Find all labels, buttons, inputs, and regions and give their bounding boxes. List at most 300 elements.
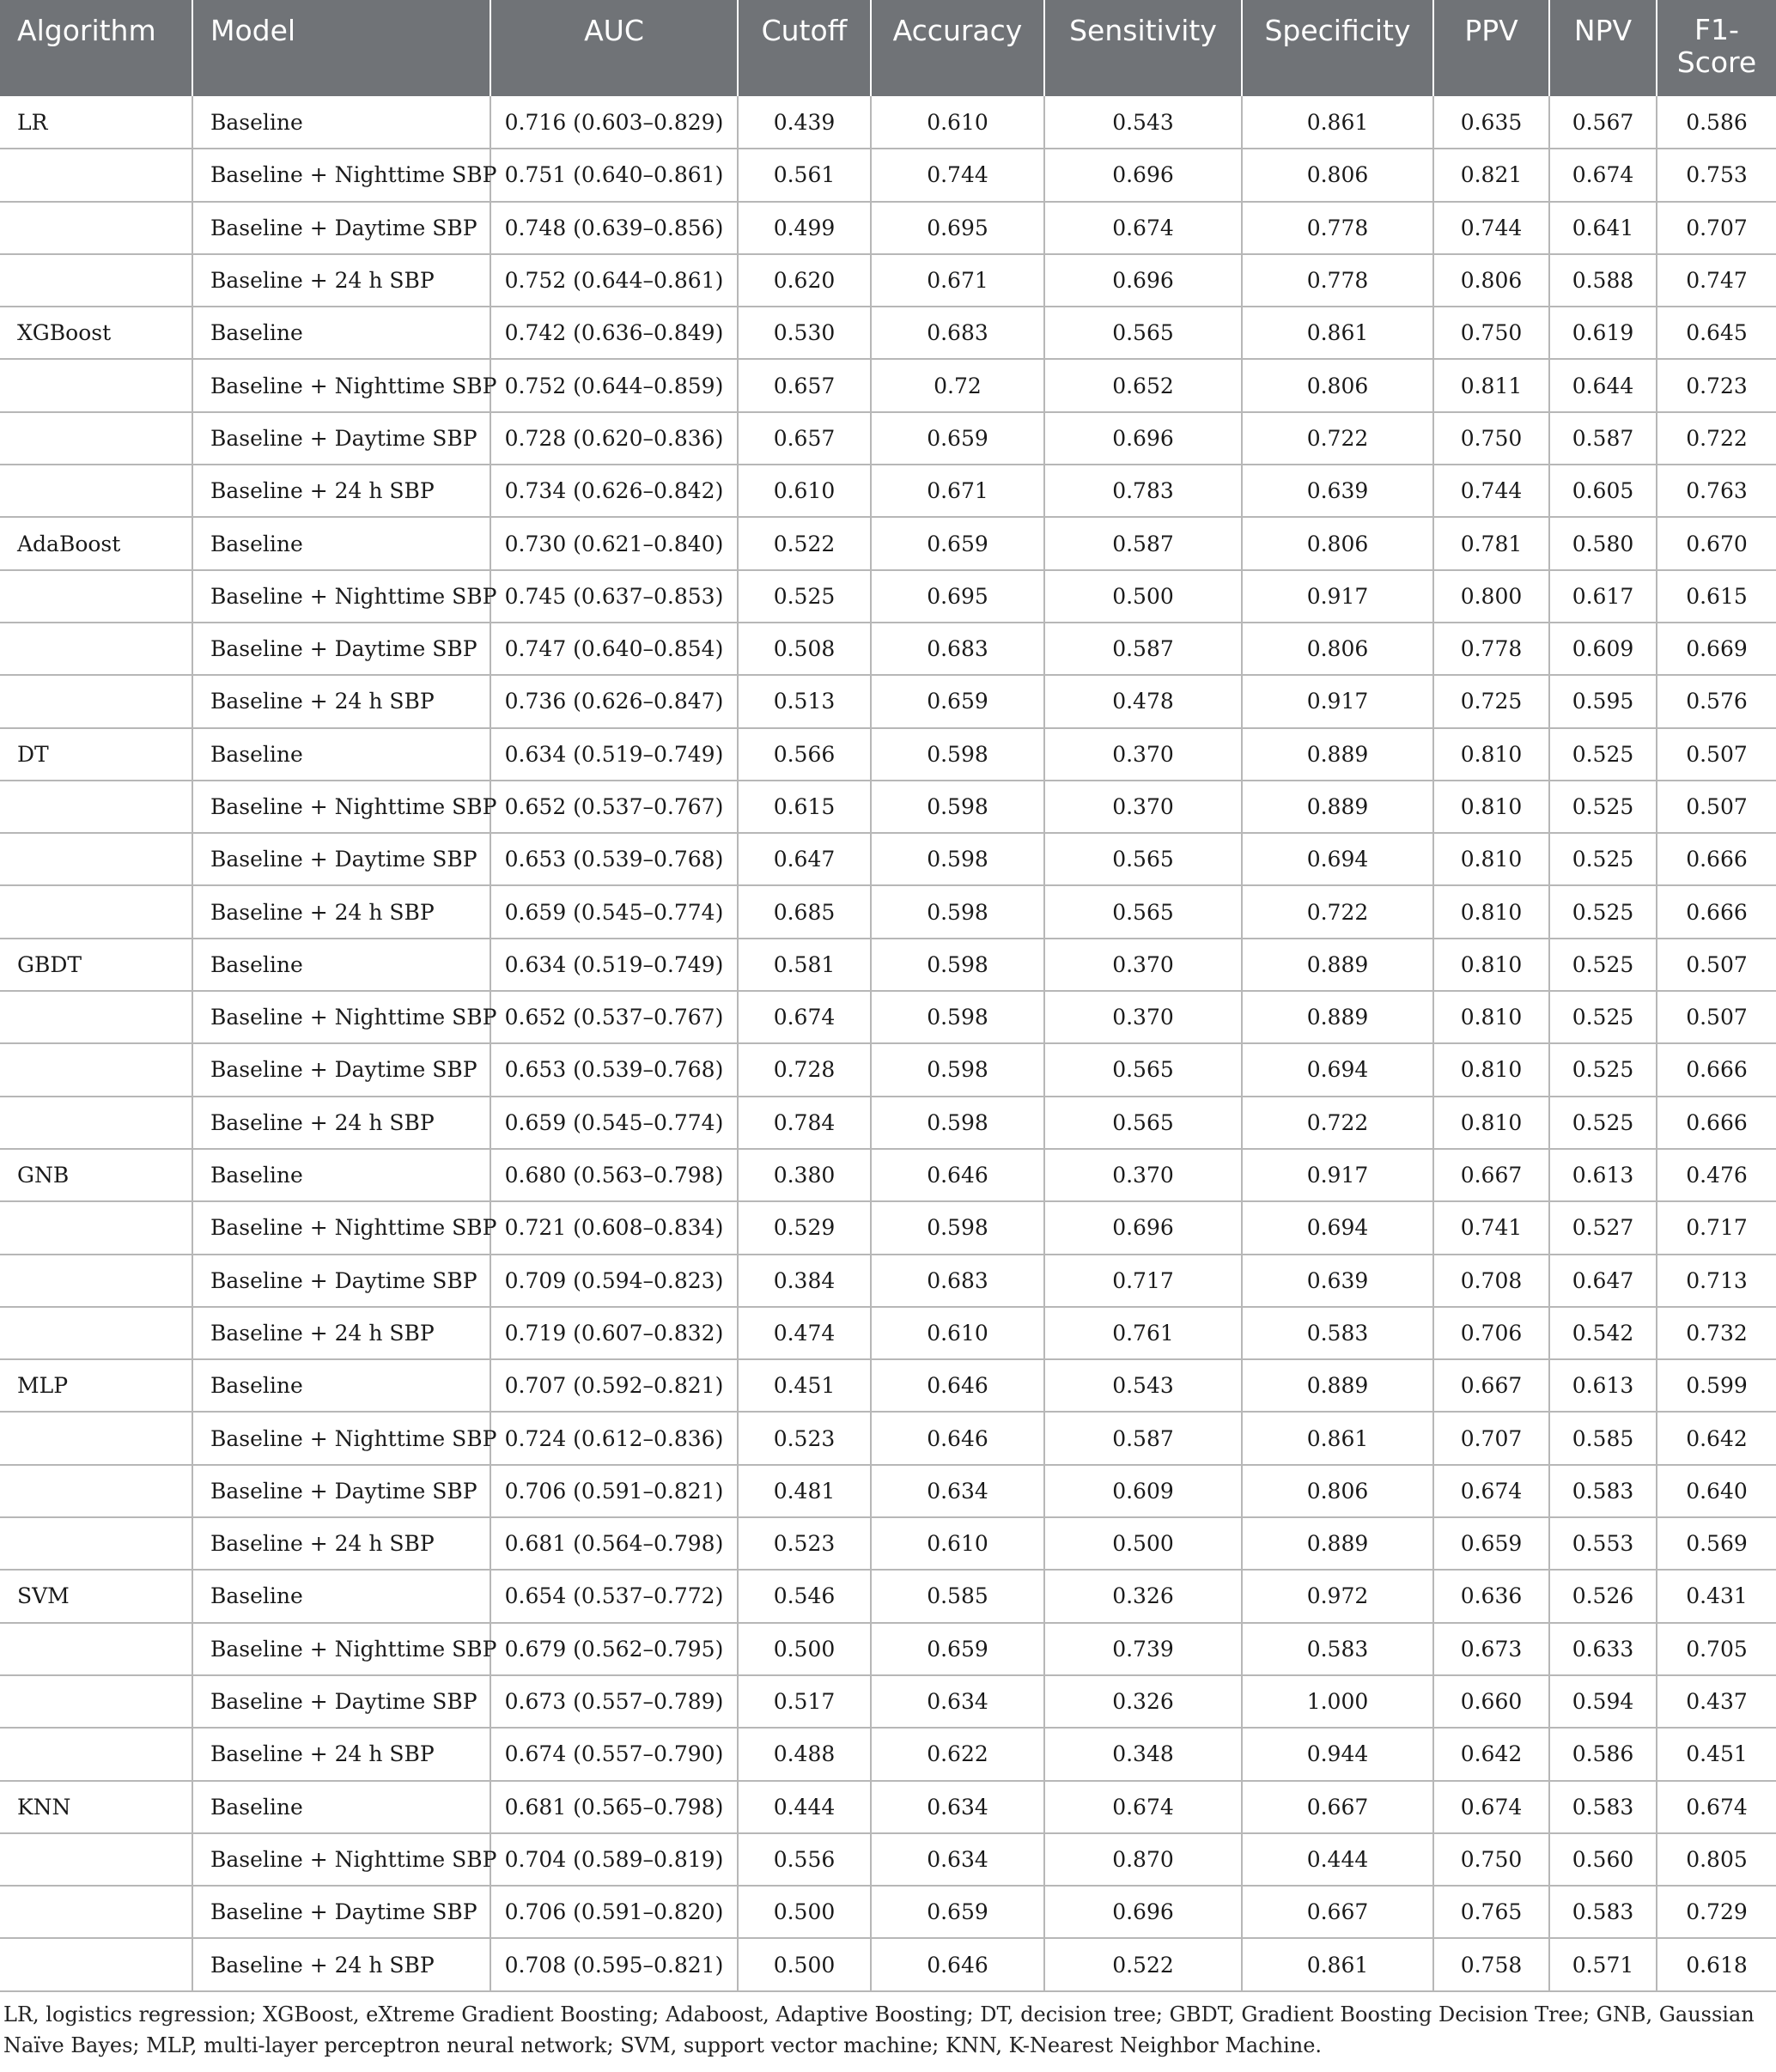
cell-ppv: 0.810: [1433, 1097, 1549, 1149]
cell-npv: 0.525: [1549, 781, 1657, 833]
cell-cutoff: 0.529: [738, 1201, 871, 1254]
cell-model: Baseline + Nighttime SBP: [192, 149, 490, 201]
cell-ppv: 0.810: [1433, 1043, 1549, 1096]
cell-cutoff: 0.728: [738, 1043, 871, 1096]
cell-ppv: 0.636: [1433, 1570, 1549, 1622]
table-row: [0, 675, 1776, 727]
cell-specificity: 0.806: [1242, 517, 1433, 569]
cell-npv: 0.595: [1549, 675, 1657, 727]
cell-sensitivity: 0.783: [1044, 465, 1242, 517]
cell-auc: 0.706 (0.591–0.821): [490, 1465, 738, 1517]
table-body: [0, 96, 1776, 1991]
cell-model: Baseline + Daytime SBP: [192, 623, 490, 675]
cell-sensitivity: 0.522: [1044, 1938, 1242, 1990]
cell-model: Baseline + Nighttime SBP: [192, 1412, 490, 1464]
cell-npv: 0.588: [1549, 254, 1657, 307]
cell-cutoff: 0.523: [738, 1412, 871, 1464]
cell-accuracy: 0.622: [871, 1728, 1044, 1780]
cell-ppv: 0.810: [1433, 833, 1549, 885]
cell-algorithm: AdaBoost: [0, 517, 192, 569]
cell-ppv: 0.781: [1433, 517, 1549, 569]
cell-npv: 0.526: [1549, 1570, 1657, 1622]
cell-cutoff: 0.525: [738, 570, 871, 623]
cell-ppv: 0.667: [1433, 1149, 1549, 1201]
cell-f1-score: 0.753: [1657, 149, 1776, 201]
cell-f1-score: 0.707: [1657, 202, 1776, 254]
cell-algorithm: [0, 1412, 192, 1464]
cell-algorithm: [0, 1675, 192, 1728]
cell-specificity: 0.694: [1242, 1201, 1433, 1254]
cell-f1-score: 0.732: [1657, 1307, 1776, 1359]
cell-auc: 0.721 (0.608–0.834): [490, 1201, 738, 1254]
cell-npv: 0.674: [1549, 149, 1657, 201]
cell-cutoff: 0.522: [738, 517, 871, 569]
cell-sensitivity: 0.870: [1044, 1833, 1242, 1886]
cell-accuracy: 0.598: [871, 728, 1044, 781]
cell-f1-score: 0.747: [1657, 254, 1776, 307]
cell-f1-score: 0.507: [1657, 728, 1776, 781]
cell-npv: 0.542: [1549, 1307, 1657, 1359]
cell-algorithm: GNB: [0, 1149, 192, 1201]
cell-sensitivity: 0.696: [1044, 412, 1242, 465]
column-header-f1-score: F1-Score: [1657, 0, 1776, 96]
cell-ppv: 0.811: [1433, 359, 1549, 411]
cell-model: Baseline: [192, 1359, 490, 1412]
cell-model: Baseline + Daytime SBP: [192, 202, 490, 254]
table-row: [0, 1043, 1776, 1096]
cell-sensitivity: 0.565: [1044, 885, 1242, 938]
cell-npv: 0.613: [1549, 1359, 1657, 1412]
cell-algorithm: [0, 1465, 192, 1517]
cell-cutoff: 0.620: [738, 254, 871, 307]
cell-auc: 0.730 (0.621–0.840): [490, 517, 738, 569]
cell-accuracy: 0.695: [871, 202, 1044, 254]
cell-accuracy: 0.683: [871, 307, 1044, 359]
cell-ppv: 0.667: [1433, 1359, 1549, 1412]
table-row: [0, 885, 1776, 938]
cell-f1-score: 0.640: [1657, 1465, 1776, 1517]
cell-algorithm: [0, 254, 192, 307]
cell-auc: 0.748 (0.639–0.856): [490, 202, 738, 254]
cell-cutoff: 0.499: [738, 202, 871, 254]
cell-ppv: 0.674: [1433, 1781, 1549, 1833]
table-row: [0, 254, 1776, 307]
cell-specificity: 0.806: [1242, 149, 1433, 201]
cell-specificity: 0.806: [1242, 1465, 1433, 1517]
cell-f1-score: 0.437: [1657, 1675, 1776, 1728]
cell-cutoff: 0.451: [738, 1359, 871, 1412]
cell-sensitivity: 0.370: [1044, 728, 1242, 781]
cell-specificity: 0.889: [1242, 939, 1433, 991]
column-header-ppv: PPV: [1433, 0, 1549, 96]
table-row: [0, 307, 1776, 359]
cell-f1-score: 0.666: [1657, 833, 1776, 885]
cell-model: Baseline + Nighttime SBP: [192, 781, 490, 833]
cell-npv: 0.525: [1549, 1043, 1657, 1096]
cell-model: Baseline + 24 h SBP: [192, 885, 490, 938]
cell-cutoff: 0.500: [738, 1886, 871, 1938]
cell-ppv: 0.642: [1433, 1728, 1549, 1780]
cell-auc: 0.734 (0.626–0.842): [490, 465, 738, 517]
cell-f1-score: 0.615: [1657, 570, 1776, 623]
cell-model: Baseline + 24 h SBP: [192, 675, 490, 727]
cell-sensitivity: 0.587: [1044, 517, 1242, 569]
cell-model: Baseline + Nighttime SBP: [192, 1201, 490, 1254]
cell-auc: 0.736 (0.626–0.847): [490, 675, 738, 727]
cell-algorithm: GBDT: [0, 939, 192, 991]
cell-algorithm: [0, 1728, 192, 1780]
cell-auc: 0.719 (0.607–0.832): [490, 1307, 738, 1359]
cell-specificity: 0.972: [1242, 1570, 1433, 1622]
cell-algorithm: [0, 1623, 192, 1675]
cell-specificity: 0.861: [1242, 96, 1433, 149]
cell-f1-score: 0.705: [1657, 1623, 1776, 1675]
cell-model: Baseline + Daytime SBP: [192, 833, 490, 885]
cell-f1-score: 0.729: [1657, 1886, 1776, 1938]
column-header-accuracy: Accuracy: [871, 0, 1044, 96]
cell-cutoff: 0.784: [738, 1097, 871, 1149]
cell-sensitivity: 0.652: [1044, 359, 1242, 411]
cell-sensitivity: 0.674: [1044, 202, 1242, 254]
table-row: [0, 1886, 1776, 1938]
cell-npv: 0.527: [1549, 1201, 1657, 1254]
cell-f1-score: 0.666: [1657, 1097, 1776, 1149]
cell-specificity: 0.778: [1242, 254, 1433, 307]
cell-npv: 0.525: [1549, 991, 1657, 1043]
cell-cutoff: 0.384: [738, 1255, 871, 1307]
cell-model: Baseline + Nighttime SBP: [192, 1833, 490, 1886]
column-header-algorithm: Algorithm: [0, 0, 192, 96]
cell-ppv: 0.750: [1433, 1833, 1549, 1886]
cell-algorithm: [0, 1307, 192, 1359]
cell-specificity: 1.000: [1242, 1675, 1433, 1728]
table-row: [0, 623, 1776, 675]
cell-sensitivity: 0.565: [1044, 1097, 1242, 1149]
table-row: [0, 359, 1776, 411]
cell-npv: 0.619: [1549, 307, 1657, 359]
cell-accuracy: 0.610: [871, 1517, 1044, 1570]
cell-ppv: 0.707: [1433, 1412, 1549, 1464]
cell-specificity: 0.861: [1242, 1412, 1433, 1464]
cell-cutoff: 0.546: [738, 1570, 871, 1622]
table-row: [0, 1097, 1776, 1149]
cell-ppv: 0.744: [1433, 465, 1549, 517]
cell-model: Baseline: [192, 1149, 490, 1201]
cell-specificity: 0.694: [1242, 1043, 1433, 1096]
cell-accuracy: 0.659: [871, 1623, 1044, 1675]
cell-sensitivity: 0.500: [1044, 1517, 1242, 1570]
cell-sensitivity: 0.543: [1044, 96, 1242, 149]
cell-sensitivity: 0.326: [1044, 1675, 1242, 1728]
cell-npv: 0.525: [1549, 885, 1657, 938]
cell-auc: 0.652 (0.537–0.767): [490, 991, 738, 1043]
cell-npv: 0.525: [1549, 728, 1657, 781]
cell-npv: 0.587: [1549, 412, 1657, 465]
cell-specificity: 0.889: [1242, 728, 1433, 781]
cell-algorithm: SVM: [0, 1570, 192, 1622]
cell-auc: 0.747 (0.640–0.854): [490, 623, 738, 675]
cell-algorithm: [0, 885, 192, 938]
cell-sensitivity: 0.565: [1044, 1043, 1242, 1096]
cell-accuracy: 0.598: [871, 781, 1044, 833]
cell-sensitivity: 0.370: [1044, 991, 1242, 1043]
cell-algorithm: [0, 1043, 192, 1096]
table-row: [0, 1623, 1776, 1675]
header-row: [0, 0, 1776, 96]
table-row: [0, 1781, 1776, 1833]
cell-cutoff: 0.674: [738, 991, 871, 1043]
cell-model: Baseline + Daytime SBP: [192, 412, 490, 465]
cell-auc: 0.681 (0.565–0.798): [490, 1781, 738, 1833]
cell-auc: 0.679 (0.562–0.795): [490, 1623, 738, 1675]
cell-f1-score: 0.722: [1657, 412, 1776, 465]
cell-cutoff: 0.685: [738, 885, 871, 938]
column-header-cutoff: Cutoff: [738, 0, 871, 96]
cell-ppv: 0.778: [1433, 623, 1549, 675]
cell-f1-score: 0.713: [1657, 1255, 1776, 1307]
cell-f1-score: 0.476: [1657, 1149, 1776, 1201]
cell-sensitivity: 0.739: [1044, 1623, 1242, 1675]
cell-accuracy: 0.646: [871, 1359, 1044, 1412]
cell-auc: 0.653 (0.539–0.768): [490, 1043, 738, 1096]
cell-auc: 0.708 (0.595–0.821): [490, 1938, 738, 1990]
cell-ppv: 0.810: [1433, 728, 1549, 781]
cell-specificity: 0.889: [1242, 1359, 1433, 1412]
cell-specificity: 0.583: [1242, 1307, 1433, 1359]
cell-f1-score: 0.642: [1657, 1412, 1776, 1464]
cell-algorithm: [0, 1833, 192, 1886]
cell-sensitivity: 0.543: [1044, 1359, 1242, 1412]
cell-npv: 0.609: [1549, 623, 1657, 675]
cell-cutoff: 0.657: [738, 412, 871, 465]
cell-cutoff: 0.647: [738, 833, 871, 885]
cell-specificity: 0.583: [1242, 1623, 1433, 1675]
cell-auc: 0.673 (0.557–0.789): [490, 1675, 738, 1728]
cell-accuracy: 0.634: [871, 1833, 1044, 1886]
cell-npv: 0.560: [1549, 1833, 1657, 1886]
cell-model: Baseline: [192, 307, 490, 359]
cell-npv: 0.583: [1549, 1886, 1657, 1938]
cell-model: Baseline + 24 h SBP: [192, 465, 490, 517]
cell-accuracy: 0.72: [871, 359, 1044, 411]
cell-accuracy: 0.585: [871, 1570, 1044, 1622]
cell-accuracy: 0.598: [871, 1097, 1044, 1149]
cell-sensitivity: 0.587: [1044, 623, 1242, 675]
cell-f1-score: 0.674: [1657, 1781, 1776, 1833]
cell-auc: 0.752 (0.644–0.859): [490, 359, 738, 411]
table-row: [0, 939, 1776, 991]
cell-sensitivity: 0.478: [1044, 675, 1242, 727]
cell-sensitivity: 0.696: [1044, 1201, 1242, 1254]
cell-accuracy: 0.646: [871, 1938, 1044, 1990]
cell-ppv: 0.708: [1433, 1255, 1549, 1307]
cell-accuracy: 0.671: [871, 465, 1044, 517]
cell-f1-score: 0.669: [1657, 623, 1776, 675]
cell-npv: 0.583: [1549, 1781, 1657, 1833]
cell-accuracy: 0.598: [871, 833, 1044, 885]
cell-sensitivity: 0.326: [1044, 1570, 1242, 1622]
cell-cutoff: 0.523: [738, 1517, 871, 1570]
column-header-npv: NPV: [1549, 0, 1657, 96]
table-row: [0, 1517, 1776, 1570]
cell-ppv: 0.750: [1433, 307, 1549, 359]
cell-specificity: 0.889: [1242, 1517, 1433, 1570]
cell-ppv: 0.810: [1433, 939, 1549, 991]
cell-auc: 0.674 (0.557–0.790): [490, 1728, 738, 1780]
cell-accuracy: 0.598: [871, 885, 1044, 938]
cell-f1-score: 0.599: [1657, 1359, 1776, 1412]
cell-auc: 0.707 (0.592–0.821): [490, 1359, 738, 1412]
cell-model: Baseline + 24 h SBP: [192, 1307, 490, 1359]
cell-f1-score: 0.645: [1657, 307, 1776, 359]
cell-cutoff: 0.566: [738, 728, 871, 781]
cell-npv: 0.567: [1549, 96, 1657, 149]
cell-specificity: 0.722: [1242, 412, 1433, 465]
cell-sensitivity: 0.370: [1044, 939, 1242, 991]
table-row: [0, 1938, 1776, 1990]
table-row: [0, 728, 1776, 781]
cell-accuracy: 0.659: [871, 675, 1044, 727]
table-row: [0, 1307, 1776, 1359]
cell-sensitivity: 0.500: [1044, 570, 1242, 623]
cell-sensitivity: 0.609: [1044, 1465, 1242, 1517]
cell-cutoff: 0.657: [738, 359, 871, 411]
cell-specificity: 0.944: [1242, 1728, 1433, 1780]
cell-f1-score: 0.507: [1657, 991, 1776, 1043]
table-row: [0, 465, 1776, 517]
cell-cutoff: 0.488: [738, 1728, 871, 1780]
cell-f1-score: 0.723: [1657, 359, 1776, 411]
cell-cutoff: 0.481: [738, 1465, 871, 1517]
cell-npv: 0.553: [1549, 1517, 1657, 1570]
cell-cutoff: 0.444: [738, 1781, 871, 1833]
cell-f1-score: 0.431: [1657, 1570, 1776, 1622]
cell-sensitivity: 0.696: [1044, 149, 1242, 201]
cell-ppv: 0.810: [1433, 991, 1549, 1043]
cell-npv: 0.525: [1549, 939, 1657, 991]
cell-accuracy: 0.598: [871, 991, 1044, 1043]
cell-auc: 0.716 (0.603–0.829): [490, 96, 738, 149]
cell-specificity: 0.667: [1242, 1781, 1433, 1833]
cell-npv: 0.617: [1549, 570, 1657, 623]
cell-algorithm: [0, 675, 192, 727]
cell-accuracy: 0.683: [871, 1255, 1044, 1307]
cell-auc: 0.659 (0.545–0.774): [490, 885, 738, 938]
cell-algorithm: [0, 991, 192, 1043]
table-row: [0, 1833, 1776, 1886]
cell-ppv: 0.706: [1433, 1307, 1549, 1359]
cell-ppv: 0.635: [1433, 96, 1549, 149]
cell-algorithm: XGBoost: [0, 307, 192, 359]
table-row: [0, 1149, 1776, 1201]
cell-f1-score: 0.507: [1657, 781, 1776, 833]
cell-auc: 0.654 (0.537–0.772): [490, 1570, 738, 1622]
cell-algorithm: [0, 1517, 192, 1570]
table-row: [0, 1201, 1776, 1254]
cell-algorithm: [0, 1886, 192, 1938]
cell-algorithm: [0, 149, 192, 201]
cell-model: Baseline: [192, 96, 490, 149]
cell-specificity: 0.722: [1242, 1097, 1433, 1149]
cell-specificity: 0.778: [1242, 202, 1433, 254]
column-header-specificity: Specificity: [1242, 0, 1433, 96]
cell-ppv: 0.800: [1433, 570, 1549, 623]
table-row: [0, 149, 1776, 201]
cell-f1-score: 0.507: [1657, 939, 1776, 991]
table-row: [0, 570, 1776, 623]
cell-accuracy: 0.659: [871, 1886, 1044, 1938]
cell-specificity: 0.694: [1242, 833, 1433, 885]
cell-auc: 0.728 (0.620–0.836): [490, 412, 738, 465]
cell-f1-score: 0.569: [1657, 1517, 1776, 1570]
cell-sensitivity: 0.674: [1044, 1781, 1242, 1833]
cell-algorithm: [0, 1938, 192, 1990]
cell-ppv: 0.806: [1433, 254, 1549, 307]
table-row: [0, 1255, 1776, 1307]
cell-cutoff: 0.500: [738, 1623, 871, 1675]
cell-npv: 0.525: [1549, 1097, 1657, 1149]
cell-algorithm: [0, 833, 192, 885]
cell-cutoff: 0.508: [738, 623, 871, 675]
cell-npv: 0.647: [1549, 1255, 1657, 1307]
cell-auc: 0.653 (0.539–0.768): [490, 833, 738, 885]
cell-npv: 0.613: [1549, 1149, 1657, 1201]
cell-ppv: 0.810: [1433, 885, 1549, 938]
cell-model: Baseline: [192, 1570, 490, 1622]
cell-ppv: 0.744: [1433, 202, 1549, 254]
table-row: [0, 781, 1776, 833]
cell-model: Baseline + Daytime SBP: [192, 1465, 490, 1517]
cell-algorithm: MLP: [0, 1359, 192, 1412]
cell-model: Baseline + Nighttime SBP: [192, 570, 490, 623]
cell-npv: 0.594: [1549, 1675, 1657, 1728]
cell-specificity: 0.861: [1242, 1938, 1433, 1990]
table-row: [0, 1675, 1776, 1728]
cell-auc: 0.652 (0.537–0.767): [490, 781, 738, 833]
cell-npv: 0.641: [1549, 202, 1657, 254]
cell-specificity: 0.639: [1242, 1255, 1433, 1307]
cell-ppv: 0.660: [1433, 1675, 1549, 1728]
cell-f1-score: 0.670: [1657, 517, 1776, 569]
cell-npv: 0.605: [1549, 465, 1657, 517]
cell-model: Baseline: [192, 517, 490, 569]
cell-ppv: 0.674: [1433, 1465, 1549, 1517]
cell-auc: 0.634 (0.519–0.749): [490, 728, 738, 781]
cell-model: Baseline + Daytime SBP: [192, 1886, 490, 1938]
cell-accuracy: 0.610: [871, 1307, 1044, 1359]
cell-algorithm: [0, 412, 192, 465]
cell-specificity: 0.889: [1242, 781, 1433, 833]
cell-specificity: 0.917: [1242, 570, 1433, 623]
cell-auc: 0.706 (0.591–0.820): [490, 1886, 738, 1938]
cell-algorithm: [0, 623, 192, 675]
cell-auc: 0.659 (0.545–0.774): [490, 1097, 738, 1149]
cell-cutoff: 0.556: [738, 1833, 871, 1886]
cell-sensitivity: 0.696: [1044, 254, 1242, 307]
table-row: [0, 1359, 1776, 1412]
cell-algorithm: [0, 465, 192, 517]
cell-model: Baseline + 24 h SBP: [192, 1517, 490, 1570]
cell-auc: 0.680 (0.563–0.798): [490, 1149, 738, 1201]
cell-ppv: 0.750: [1433, 412, 1549, 465]
cell-auc: 0.745 (0.637–0.853): [490, 570, 738, 623]
cell-sensitivity: 0.587: [1044, 1412, 1242, 1464]
table-row: [0, 1728, 1776, 1780]
cell-cutoff: 0.380: [738, 1149, 871, 1201]
cell-specificity: 0.917: [1242, 1149, 1433, 1201]
column-header-auc: AUC: [490, 0, 738, 96]
cell-accuracy: 0.634: [871, 1675, 1044, 1728]
